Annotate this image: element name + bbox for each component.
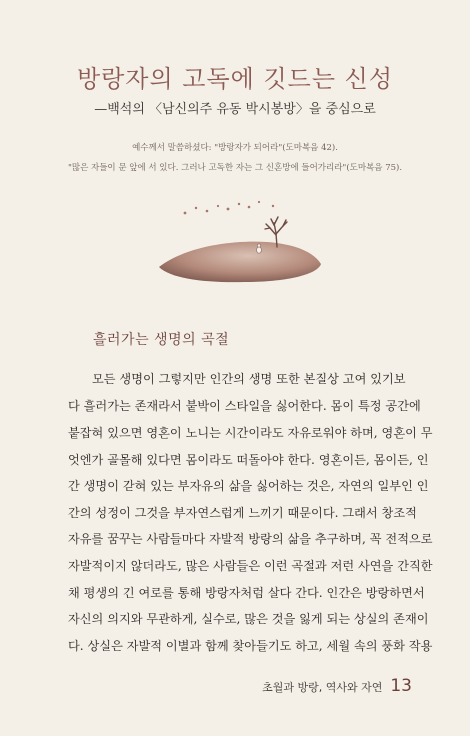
body-line: 다. 상실은 자발적 이별과 함께 찾아들기도 하고, 세월 속의 풍화 작용 — [68, 639, 433, 653]
body-line: 모든 생명이 그렇지만 인간의 생명 또한 본질상 고여 있기보 — [92, 372, 406, 386]
epigraph-line-2: "많은 자들이 문 앞에 서 있다. 그러나 고독한 자는 그 신혼방에 들어가리라"(도마복음 75). — [67, 163, 403, 173]
section-heading: 흘러가는 생명의 곡절 — [93, 332, 230, 348]
chapter-subtitle: —백석의 〈남신의주 유동 박시봉방〉을 중심으로 — [94, 102, 376, 117]
epigraph-line-1: 예수께서 말씀하셨다: "방랑자가 되어라"(도마복음 42). — [132, 143, 338, 153]
body-line: 자유를 꿈꾸는 사람들마다 자발적 방랑의 삶을 추구하며, 꼭 전적으로 — [68, 532, 433, 546]
body-line: 엇엔가 골몰해 있다면 몸이라도 떠돌아야 한다. 영혼이든, 몸이든, 인 — [68, 453, 429, 467]
body-line: 자발적이지 않더라도, 많은 사람들은 이런 곡절과 저런 사연을 간직한 — [68, 559, 433, 573]
body-line: 간 생명이 갇혀 있는 부자유의 삶을 싫어하는 것은, 자연의 일부인 인 — [68, 479, 429, 493]
body-line: 간의 성정이 그것을 부자연스럽게 느끼기 때문이다. 그래서 창조적 — [68, 506, 417, 520]
hill-tree-illustration — [155, 195, 325, 290]
chapter-title: 방랑자의 고독에 깃드는 신성 — [76, 65, 394, 93]
page-footer — [262, 676, 412, 696]
body-line: 자신의 의지와 무관하게, 실수로, 많은 것을 잃게 되는 상실의 존재이 — [68, 612, 429, 626]
running-title: 초월과 방랑, 역사와 자연 — [262, 681, 383, 694]
page-number: 13 — [390, 676, 412, 696]
body-line: 붙잡혀 있으면 영혼이 노니는 시간이라도 자유로워야 하며, 영혼이 무 — [68, 426, 433, 440]
body-line: 채 평생의 긴 여로를 통해 방랑자처럼 살다 간다. 인간은 방랑하면서 — [68, 586, 425, 600]
body-line: 다 흘러가는 존재라서 붙박이 스타일을 싫어한다. 몸이 특정 공간에 — [68, 399, 421, 413]
